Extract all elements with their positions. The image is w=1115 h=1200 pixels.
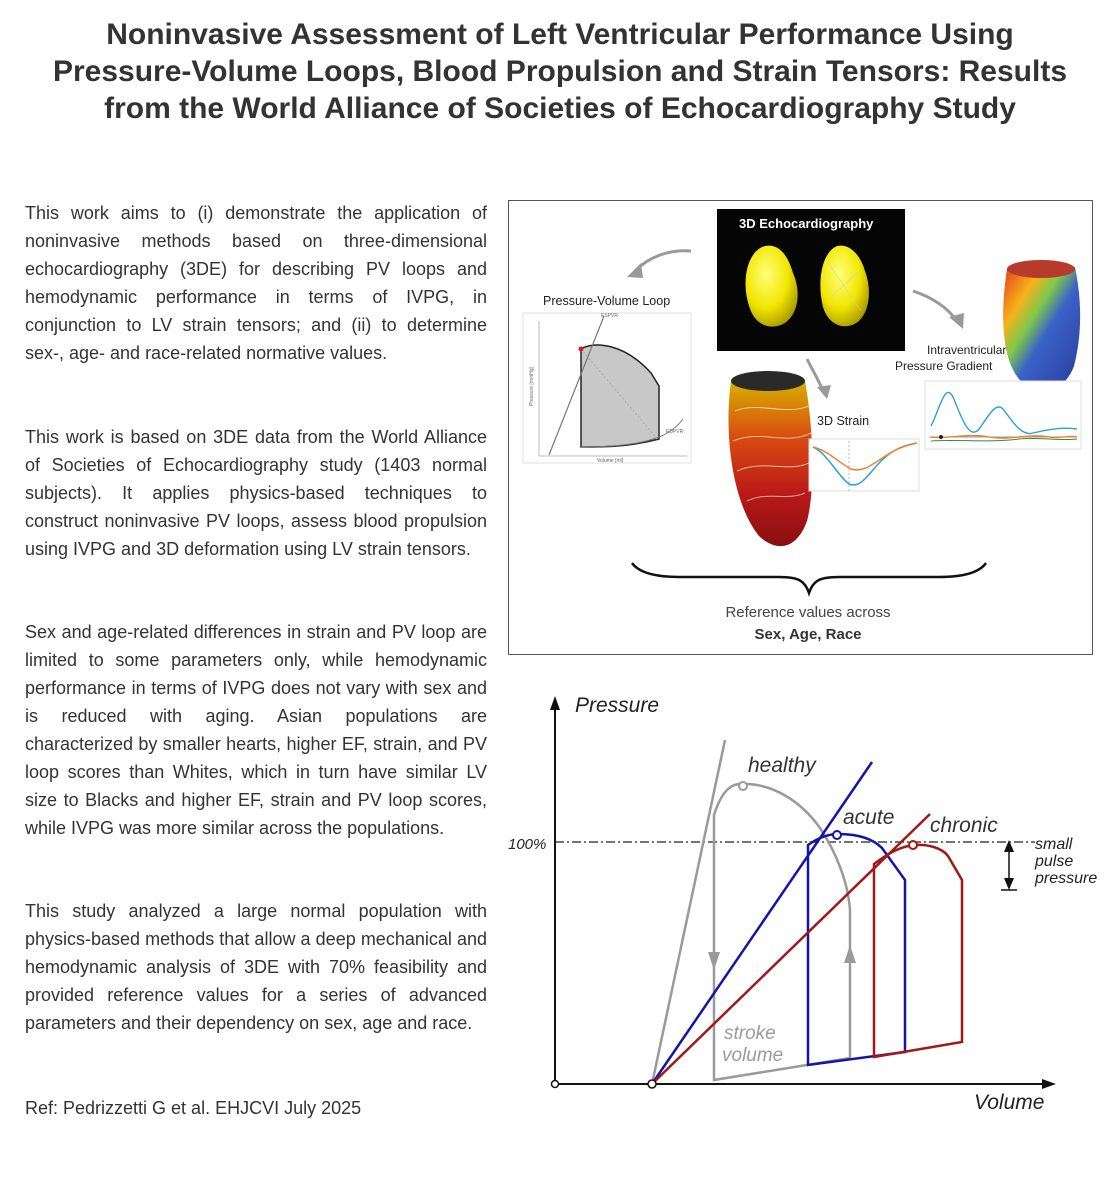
- pv-mini-espvr: ESPVR: [601, 313, 618, 319]
- strain-ventricle-model: [728, 371, 812, 546]
- label-small: small: [1035, 836, 1073, 853]
- label-pulse: pulse: [1035, 853, 1074, 870]
- strain-title: 3D Strain: [817, 414, 870, 428]
- strain-mini-chart: [809, 439, 919, 491]
- paragraph-aims: This work aims to (i) demonstrate the application of noninvasive methods based on three-dimensional echocardiography (3DE) for describing PV loops and hemodynamic performance in terms of IVPG, in conjunction to LV strain tensors; and (ii) to determine sex-, age- and race-related normative values.: [25, 203, 487, 363]
- reference-brace: [632, 563, 986, 593]
- echo-title: 3D Echocardiography: [739, 216, 874, 231]
- acute-loop: [808, 834, 905, 1065]
- label-stroke: stroke: [724, 1023, 776, 1044]
- reference-line2: Sex, Age, Race: [754, 626, 862, 643]
- label-acute: acute: [843, 806, 895, 829]
- paragraph-results: Sex and age-related differences in strain and PV loop are limited to some parameters only, while hemodynamic performance in terms of IVPG does not vary with sex and is reduced with aging. Asian populations are characterized by smaller hearts, higher EF, strain, and PV loop scores than Whites, which in turn have similar LV size to Blacks and higher EF, strain and PV loop scores, while IVPG was more similar across the populations.: [25, 622, 487, 838]
- ref-100-label: 100%: [508, 836, 547, 853]
- label-volume: volume: [722, 1045, 784, 1066]
- pv-mini-xlabel: Volume [ml]: [597, 458, 624, 464]
- x-axis-label: Volume: [974, 1091, 1045, 1114]
- pv-loop-schematic-figure: [500, 680, 1112, 1130]
- arrow-echo-to-pv: [635, 251, 691, 271]
- ivpg-title-line2: Pressure Gradient: [895, 359, 993, 373]
- label-chronic: chronic: [930, 814, 998, 837]
- reference-citation: Ref: Pedrizzetti G et al. EHJCVI July 2025: [25, 1098, 362, 1118]
- chronic-loop: [874, 845, 962, 1057]
- ivpg-title-line1: Intraventricular: [927, 343, 1007, 357]
- pv-loop-mini-chart: [523, 313, 691, 464]
- graphical-abstract-figure: [508, 200, 1093, 655]
- arrow-echo-to-ivpg: [913, 291, 957, 321]
- pv-loop-title: Pressure-Volume Loop: [543, 294, 671, 308]
- ivpg-mini-chart: [925, 381, 1081, 449]
- label-healthy: healthy: [748, 754, 816, 777]
- paragraph-methods: This work is based on 3DE data from the World Alliance of Societies of Echocardiography study (1403 normal subjects). It applies physics-based techniques to construct noninvasive PV loops, assess blood propulsion using IVPG and 3D deformation using LV strain tensors.: [25, 427, 487, 559]
- label-pressure: pressure: [1035, 870, 1098, 887]
- pv-mini-edpvr: EDPVR: [666, 429, 684, 435]
- reference-line1: Reference values across: [725, 604, 891, 621]
- y-axis-label: Pressure: [575, 694, 660, 717]
- paragraph-conclusion: This study analyzed a large normal population with physics-based methods that allow a deep mechanical and hemodynamic analysis of 3DE with 70% feasibility and provided reference values for a series of advanced parameters and their dependency on sex, age and race.: [25, 901, 487, 1033]
- pv-mini-ylabel: Pressure [mmHg]: [529, 367, 535, 406]
- page-title: Noninvasive Assessment of Left Ventricular Performance Using Pressure-Volume Loops, Blood Propulsion and Strain Tensors: Results from the World Alliance of Societies of Echocardiography Study: [52, 18, 1068, 125]
- ivpg-ventricle-model: [1003, 260, 1080, 390]
- arrow-echo-to-strain: [807, 359, 823, 391]
